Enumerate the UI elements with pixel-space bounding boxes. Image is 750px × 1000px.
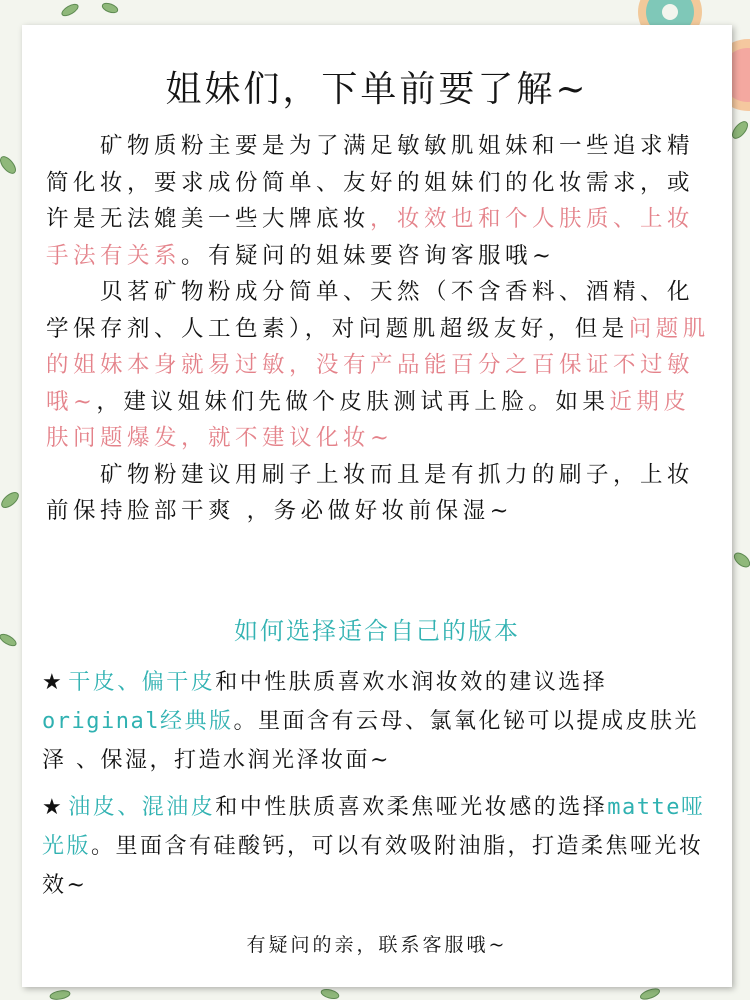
- intro-paragraph-2-highlight-outbreak: 近期皮肤问题爆发，就不建议化妆~: [46, 388, 691, 451]
- intro-paragraph-1: [46, 128, 714, 274]
- tip-matte-version-cn: 哑光版: [42, 795, 706, 859]
- intro-paragraph-2-middle: ，建议姐妹们先做个皮肤测试再上脸。如果: [96, 388, 610, 415]
- tip-original-version-cn: 经典版: [159, 709, 234, 734]
- tip-original-version-latin: original: [42, 709, 160, 734]
- tip-matte-skin: 油皮、混油皮: [68, 795, 216, 820]
- intro-section: [46, 128, 714, 530]
- intro-paragraph-2: [46, 274, 714, 457]
- page-title: 姐妹们，下单前要了解~: [165, 69, 589, 110]
- star-icon: ★: [42, 670, 65, 695]
- tip-original-desc: 和中性肤质喜欢水润妆效的建议选择: [215, 670, 608, 695]
- tip-matte-text: [42, 788, 722, 905]
- tip-original-skin: 干皮、偏干皮: [68, 670, 216, 695]
- tip-matte-detail: 。里面含有硅酸钙，可以有效吸附油脂，打造柔焦哑光妆效~: [42, 834, 704, 898]
- tip-original-detail: 。里面含有云母、氯氧化铋可以提成皮肤光泽 、保湿，打造水润光泽妆面~: [42, 709, 699, 773]
- tip-matte-version-latin: matte: [607, 795, 681, 820]
- intro-paragraph-1-text: 矿物质粉主要是为了满足敏敏肌姐妹和一些追求精简化妆，要求成份简单、友好的姐妹们的化妆需求，或许是无法媲美一些大牌底妆: [46, 133, 695, 232]
- star-icon: ★: [42, 795, 65, 820]
- intro-paragraph-1-highlight: ，妆效也和个人肤质、上妆手法有关系: [46, 206, 695, 269]
- intro-paragraph-2-highlight-allergy: 问题肌的姐妹本身就易过敏，没有产品能百分之百保证不过敏哦~: [46, 315, 710, 415]
- intro-paragraph-2-text: 贝茗矿物粉成分简单、天然（不含香料、酒精、化学保存剂、人工色素），对问题肌超级友好，但是: [46, 279, 695, 342]
- intro-paragraph-1-tail: 。有疑问的姐妹要咨询客服哦~: [181, 242, 556, 269]
- section-title: 如何选择适合自己的版本: [234, 617, 520, 645]
- tip-original: [42, 663, 722, 780]
- intro-paragraph-3: 矿物粉建议用刷子上妆而且是有抓力的刷子，上妆前保持脸部干爽 ，务必做好妆前保湿~: [46, 461, 695, 524]
- tip-matte-desc: 和中性肤质喜欢柔焦哑光妆感的选择: [215, 795, 608, 820]
- footer-contact: 有疑问的亲，联系客服哦~: [246, 934, 508, 956]
- tip-original-text: [42, 663, 722, 780]
- content-card: [22, 25, 732, 987]
- tip-matte: [42, 788, 722, 905]
